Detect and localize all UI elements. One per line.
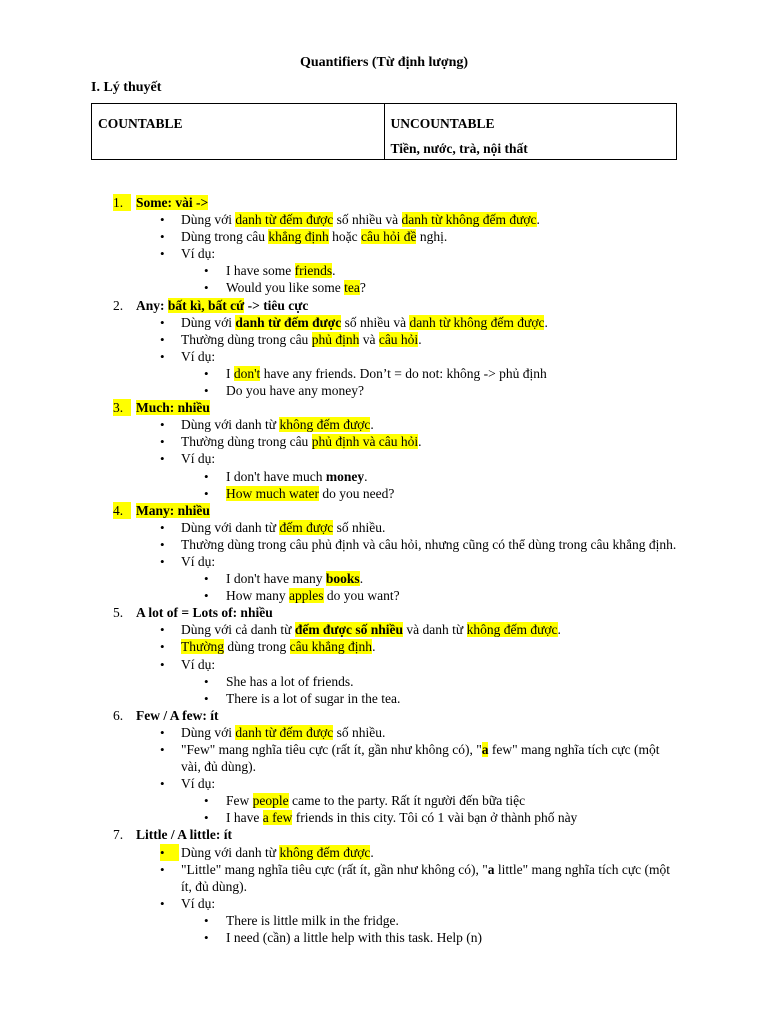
text-run: không đếm được bbox=[279, 844, 371, 860]
bullet-dot-icon: • bbox=[160, 246, 165, 262]
text-run: danh từ đếm được bbox=[235, 724, 334, 740]
text-run: . bbox=[364, 468, 368, 484]
bullet-dot-icon: • bbox=[160, 417, 165, 433]
example-bullet bbox=[0, 929, 768, 946]
text-run: câu hỏi bbox=[378, 331, 419, 347]
text-run: phủ định và câu hỏi bbox=[311, 434, 419, 450]
text-run: do you need? bbox=[318, 485, 395, 501]
bullet-dot-icon: • bbox=[204, 485, 209, 501]
text-run: Little / A little: ít bbox=[136, 827, 232, 843]
text-run: . bbox=[359, 571, 364, 587]
quantifier-item bbox=[0, 707, 768, 724]
item-number: 4. bbox=[113, 502, 131, 519]
text-run: Much: nhiều bbox=[136, 400, 210, 416]
text-run: và bbox=[359, 331, 379, 347]
text-run: I bbox=[226, 365, 234, 381]
rule-bullet bbox=[0, 348, 681, 365]
text-run: There is little milk in the fridge. bbox=[226, 912, 399, 928]
item-title bbox=[136, 827, 232, 842]
bullet-dot-icon: • bbox=[204, 930, 209, 946]
rule-bullet bbox=[0, 775, 681, 792]
rule-bullet bbox=[0, 245, 681, 262]
text-run: "Little" mang nghĩa tiêu cực (rất ít, gần như không có), " bbox=[181, 861, 488, 877]
uncountable-label: UNCOUNTABLE bbox=[390, 116, 495, 131]
quantifier-item bbox=[0, 826, 768, 843]
example-bullet bbox=[0, 485, 768, 502]
bullet-dot-icon: • bbox=[160, 348, 165, 364]
item-number: 3. bbox=[113, 399, 131, 416]
rule-bullet bbox=[0, 536, 681, 553]
text-run: I have bbox=[226, 810, 263, 826]
table-cell-uncountable bbox=[384, 104, 677, 159]
text-run: I don't have much bbox=[226, 468, 326, 484]
text-run: few" mang nghĩa tích cực (một vài, đủ dùng). bbox=[181, 742, 660, 775]
bullet-dot-icon: • bbox=[204, 912, 209, 928]
text-run: không đếm được bbox=[466, 622, 558, 638]
bullet-dot-icon: • bbox=[160, 776, 165, 792]
rule-bullet bbox=[0, 638, 681, 655]
bullet-dot-icon: • bbox=[204, 793, 209, 809]
bullet-dot-icon: • bbox=[160, 434, 165, 450]
bullet-dot-icon: • bbox=[160, 519, 165, 535]
countable-label: COUNTABLE bbox=[98, 116, 183, 131]
quantifier-list bbox=[0, 194, 768, 946]
rule-bullet bbox=[0, 621, 681, 638]
text-run: danh từ đếm được bbox=[235, 314, 342, 330]
item-title bbox=[136, 400, 210, 415]
text-run: How many bbox=[226, 588, 289, 604]
text-run: Dùng với danh từ bbox=[181, 417, 280, 433]
text-run: don't bbox=[233, 365, 261, 381]
text-run: Ví dụ: bbox=[181, 895, 216, 911]
text-run: . bbox=[372, 639, 376, 655]
bullet-dot-icon: • bbox=[160, 895, 165, 911]
item-number: 1. bbox=[113, 194, 131, 211]
countable-table bbox=[91, 103, 677, 160]
text-run: số nhiều. bbox=[333, 724, 386, 740]
text-run: a bbox=[487, 861, 495, 877]
text-run: Would you like some bbox=[226, 280, 345, 296]
text-run: -> tiêu cực bbox=[244, 297, 309, 313]
bullet-dot-icon: • bbox=[204, 468, 209, 484]
bullet-dot-icon: • bbox=[160, 553, 165, 569]
item-title bbox=[136, 708, 218, 723]
item-number: 5. bbox=[113, 605, 124, 621]
text-run: . bbox=[370, 844, 374, 860]
text-run: danh từ không đếm được bbox=[409, 314, 545, 330]
rule-bullet bbox=[0, 844, 681, 861]
text-run: Dùng với danh từ bbox=[181, 844, 280, 860]
text-run: I don't have many bbox=[226, 571, 326, 587]
quantifier-item bbox=[0, 399, 768, 416]
rule-bullet bbox=[0, 656, 681, 673]
table-cell-countable bbox=[92, 104, 384, 159]
text-run: đếm được bbox=[279, 519, 334, 535]
bullet-dot-icon: • bbox=[160, 742, 165, 757]
text-run: Few bbox=[226, 793, 253, 809]
text-run: câu khẳng định bbox=[289, 639, 373, 655]
rule-bullet bbox=[0, 450, 681, 467]
text-run: Ví dụ: bbox=[181, 656, 216, 672]
rule-bullet bbox=[0, 228, 681, 245]
text-run: money bbox=[325, 468, 365, 484]
text-run: Dùng với bbox=[181, 212, 236, 228]
text-run: came to the party. Rất ít người đến bữa tiệc bbox=[288, 793, 526, 809]
bullet-dot-icon: • bbox=[160, 212, 165, 228]
text-run: friends bbox=[294, 263, 333, 279]
bullet-dot-icon: • bbox=[160, 622, 165, 638]
bullet-dot-icon: • bbox=[204, 690, 209, 706]
example-bullet bbox=[0, 912, 768, 929]
example-bullet bbox=[0, 262, 768, 279]
text-run: Ví dụ: bbox=[181, 553, 216, 569]
text-run: Ví dụ: bbox=[181, 451, 216, 467]
rule-bullet bbox=[0, 211, 681, 228]
rule-bullet bbox=[0, 895, 681, 912]
text-run: books bbox=[325, 571, 360, 587]
example-bullet bbox=[0, 792, 768, 809]
text-run: Dùng với cả danh từ bbox=[181, 622, 295, 638]
example-bullet bbox=[0, 365, 768, 382]
text-run: Thường bbox=[181, 639, 224, 655]
rule-bullet bbox=[0, 553, 681, 570]
text-run: "Few" mang nghĩa tiêu cực (rất ít, gần như không có), " bbox=[181, 742, 482, 757]
text-run: câu hỏi đề bbox=[360, 229, 417, 245]
rule-bullet bbox=[0, 861, 681, 895]
text-run: nghị. bbox=[416, 229, 448, 245]
item-title bbox=[136, 298, 308, 313]
text-run: Do you have any money? bbox=[226, 383, 364, 399]
bullet-dot-icon: • bbox=[204, 263, 209, 279]
text-run: không đếm được bbox=[279, 417, 371, 433]
text-run: Any: bbox=[136, 297, 168, 313]
quantifier-item bbox=[0, 502, 768, 519]
bullet-dot-icon: • bbox=[160, 656, 165, 672]
bullet-dot-icon: • bbox=[160, 451, 165, 467]
section-heading: I. Lý thuyết bbox=[91, 80, 162, 95]
example-bullet bbox=[0, 279, 768, 296]
page-title: Quantifiers (Từ định lượng) bbox=[299, 55, 469, 70]
bullet-dot-icon: • bbox=[160, 314, 165, 330]
item-title bbox=[136, 503, 210, 518]
bullet-dot-icon: • bbox=[160, 536, 165, 552]
bullet-dot-icon: • bbox=[160, 724, 165, 740]
rule-bullet bbox=[0, 416, 681, 433]
item-number: 2. bbox=[113, 297, 124, 313]
text-run: tea bbox=[344, 280, 360, 296]
bullet-dot-icon: • bbox=[160, 844, 179, 861]
text-run: A lot of = Lots of: nhiều bbox=[136, 605, 273, 621]
text-run: How much water bbox=[226, 485, 319, 501]
bullet-dot-icon: • bbox=[160, 639, 165, 655]
text-run: ? bbox=[359, 280, 366, 296]
bullet-dot-icon: • bbox=[204, 810, 209, 826]
text-run: little" mang nghĩa tích cực (một ít, đủ dùng). bbox=[181, 861, 671, 894]
text-run: Some: vài -> bbox=[136, 195, 209, 210]
rule-bullet bbox=[0, 314, 681, 331]
text-run: do you want? bbox=[323, 588, 400, 604]
text-run: số nhiều và bbox=[333, 212, 402, 228]
text-run: Dùng với bbox=[181, 314, 236, 330]
bullet-dot-icon: • bbox=[204, 280, 209, 296]
text-run: danh từ đếm được bbox=[235, 212, 334, 228]
example-bullet bbox=[0, 673, 768, 690]
text-run: số nhiều và bbox=[341, 314, 410, 330]
text-run: . bbox=[370, 417, 374, 433]
text-run: people bbox=[252, 793, 289, 809]
text-run: . bbox=[544, 314, 548, 330]
text-run: I need (cần) a little help with this task. Help (n) bbox=[226, 930, 483, 946]
text-run: Many: nhiều bbox=[136, 502, 210, 518]
text-run: There is a lot of sugar in the tea. bbox=[226, 690, 401, 706]
text-run: a bbox=[481, 742, 489, 757]
text-run: Thường dùng trong câu bbox=[181, 331, 312, 347]
bullet-dot-icon: • bbox=[160, 861, 165, 877]
text-run: have any friends. Don’t = do not: không -> phủ định bbox=[260, 365, 547, 381]
bullet-dot-icon: • bbox=[204, 383, 209, 399]
rule-bullet bbox=[0, 724, 681, 741]
text-run: phủ định bbox=[311, 331, 360, 347]
text-run: Dùng với bbox=[181, 724, 236, 740]
text-run: dùng trong bbox=[223, 639, 290, 655]
example-bullet bbox=[0, 809, 768, 826]
text-run: Ví dụ: bbox=[181, 776, 216, 792]
item-number: 7. bbox=[113, 827, 124, 843]
example-bullet bbox=[0, 468, 768, 485]
text-run: Dùng với danh từ bbox=[181, 519, 280, 535]
text-run: khẳng định bbox=[268, 229, 329, 245]
text-run: . bbox=[418, 434, 422, 450]
uncountable-examples: Tiền, nước, trà, nội thất bbox=[390, 141, 528, 156]
text-run: Dùng trong câu bbox=[181, 229, 269, 245]
text-run: Few / A few: ít bbox=[136, 707, 219, 723]
text-run: đếm được số nhiều bbox=[294, 622, 404, 638]
text-run: I have some bbox=[226, 263, 295, 279]
text-run: . bbox=[536, 212, 540, 228]
rule-bullet bbox=[0, 741, 681, 775]
item-title bbox=[136, 605, 273, 620]
text-run: và danh từ bbox=[403, 622, 467, 638]
rule-bullet bbox=[0, 433, 681, 450]
bullet-dot-icon: • bbox=[204, 673, 209, 689]
text-run: hoặc bbox=[328, 229, 361, 245]
text-run: Thường dùng trong câu phủ định và câu hỏi, nhưng cũng có thể dùng trong câu khẳng định. bbox=[181, 536, 677, 552]
example-bullet bbox=[0, 587, 768, 604]
text-run: Ví dụ: bbox=[181, 246, 216, 262]
bullet-dot-icon: • bbox=[160, 331, 165, 347]
quantifier-item bbox=[0, 297, 768, 314]
item-number: 6. bbox=[113, 707, 124, 723]
text-run: số nhiều. bbox=[333, 519, 386, 535]
example-bullet bbox=[0, 570, 768, 587]
text-run: danh từ không đếm được bbox=[401, 212, 537, 228]
text-run: . bbox=[332, 263, 336, 279]
bullet-dot-icon: • bbox=[204, 365, 209, 381]
text-run: She has a lot of friends. bbox=[226, 673, 354, 689]
example-bullet bbox=[0, 382, 768, 399]
quantifier-item bbox=[0, 194, 768, 211]
example-bullet bbox=[0, 690, 768, 707]
rule-bullet bbox=[0, 331, 681, 348]
text-run: apples bbox=[289, 588, 324, 604]
text-run: Ví dụ: bbox=[181, 348, 216, 364]
text-run: friends in this city. Tôi có 1 vài bạn ở thành phố này bbox=[292, 810, 578, 826]
text-run: . bbox=[418, 331, 422, 347]
rule-bullet bbox=[0, 519, 681, 536]
bullet-dot-icon: • bbox=[204, 571, 209, 587]
quantifier-item bbox=[0, 604, 768, 621]
bullet-dot-icon: • bbox=[160, 229, 165, 245]
text-run: Thường dùng trong câu bbox=[181, 434, 312, 450]
bullet-dot-icon: • bbox=[204, 588, 209, 604]
text-run: a few bbox=[262, 810, 293, 826]
text-run: bất kì, bất cứ bbox=[167, 297, 245, 313]
text-run: . bbox=[557, 622, 561, 638]
item-title bbox=[136, 195, 208, 210]
